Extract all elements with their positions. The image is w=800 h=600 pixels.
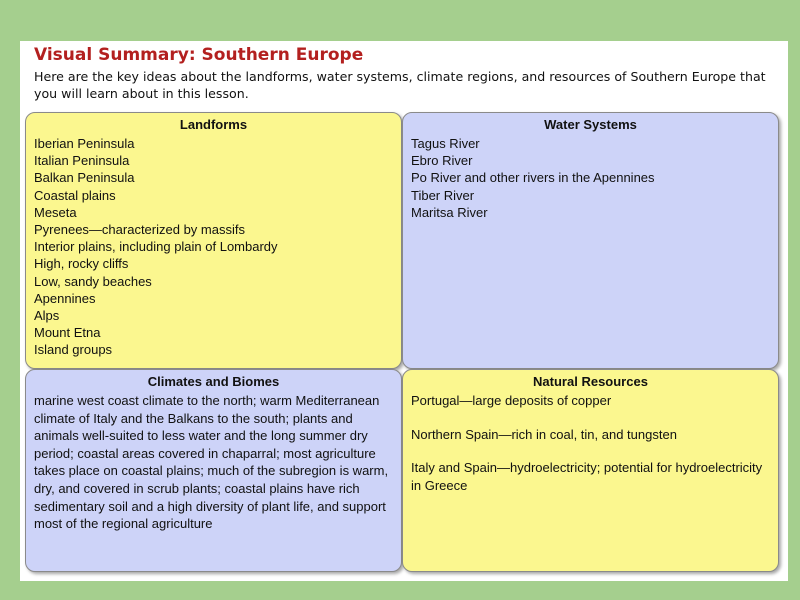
water-systems-list bbox=[411, 135, 770, 221]
list-item: Island groups bbox=[34, 342, 113, 358]
summary-sheet bbox=[20, 41, 788, 581]
water-systems-panel bbox=[402, 112, 779, 369]
list-item: Maritsa River bbox=[411, 204, 488, 220]
list-item: Balkan Peninsula bbox=[34, 170, 135, 186]
water-systems-heading: Water Systems bbox=[544, 117, 637, 132]
list-item: Mount Etna bbox=[34, 325, 101, 341]
climates-biomes-panel bbox=[25, 369, 402, 572]
list-item: Low, sandy beaches bbox=[34, 273, 152, 289]
climates-biomes-text: marine west coast climate to the north; warm Mediterranean climate of Italy and the Balkans to the south; plants and animals well-suited to less water and the long summer dry period; coastal areas covered in chaparral; most agriculture takes place on coastal plains; much of the subregion is warm, dry, and covered in scrub plants; coastal plains have rich sedimentary soil and a high diversity of plant life, and support most of the regional agriculture bbox=[34, 393, 389, 532]
list-item: Interior plains, including plain of Lombardy bbox=[34, 239, 278, 255]
natural-resources-panel bbox=[402, 369, 779, 572]
list-item: Apennines bbox=[34, 290, 96, 306]
landforms-panel bbox=[25, 112, 402, 369]
list-item: Tagus River bbox=[411, 136, 480, 151]
list-item: Iberian Peninsula bbox=[34, 136, 135, 151]
list-item: Alps bbox=[34, 308, 60, 324]
list-item: Po River and other rivers in the Apennines bbox=[411, 170, 655, 186]
list-item: Italian Peninsula bbox=[34, 153, 130, 169]
list-item: Pyrenees—characterized by massifs bbox=[34, 222, 245, 238]
landforms-heading: Landforms bbox=[179, 117, 248, 132]
list-item: Coastal plains bbox=[34, 187, 116, 203]
natural-resources-heading: Natural Resources bbox=[533, 374, 648, 389]
list-item: Meseta bbox=[34, 204, 77, 220]
climates-biomes-heading: Climates and Biomes bbox=[147, 374, 280, 389]
list-item: Ebro River bbox=[411, 153, 473, 169]
list-item: Tiber River bbox=[411, 187, 475, 203]
resource-item: Italy and Spain—hydroelectricity; potential for hydroelectricity in Greece bbox=[411, 460, 763, 493]
page-title: Visual Summary: Southern Europe bbox=[34, 45, 364, 65]
intro-text: Here are the key ideas about the landforms, water systems, climate regions, and resources of Southern Europe that you will learn about in this lesson. bbox=[34, 69, 766, 101]
resource-item: Northern Spain—rich in coal, tin, and tungsten bbox=[411, 426, 677, 442]
landforms-list bbox=[34, 135, 393, 359]
list-item: High, rocky cliffs bbox=[34, 256, 129, 272]
resource-item: Portugal—large deposits of copper bbox=[411, 393, 612, 408]
